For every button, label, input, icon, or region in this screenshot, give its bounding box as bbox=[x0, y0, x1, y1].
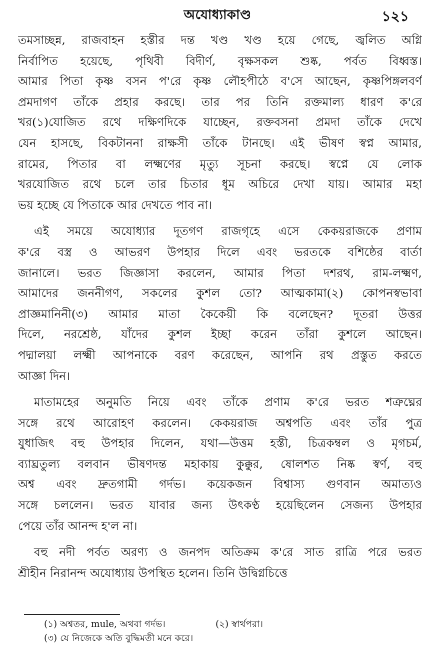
footnote-row-2 bbox=[44, 632, 424, 646]
text-line: প্রাজ্ঞমানিনী(৩) আমার মাতা কৈকেয়ী কি বলেছেন? দূতরা উত্তর bbox=[18, 306, 422, 321]
page-number: ১২১ bbox=[381, 9, 409, 25]
paragraph bbox=[18, 221, 422, 386]
footnote-rule bbox=[24, 614, 120, 615]
text-line: ক'রে বস্ত্র ও আভরণ উপহার দিলে এবং ভরতকে বশিষ্ঠের বার্তা bbox=[18, 244, 422, 259]
text-line: দিলে, নরশ্রেষ্ঠ, যাঁদের কুশল ইচ্ছা করেন তাঁরা কুশলে আছেন। bbox=[18, 327, 422, 342]
text-line: আমাদের জননীগণ, সকলের কুশল তো? আত্মকামা(২) কোপনস্বভাবা bbox=[18, 286, 422, 301]
page-header bbox=[0, 0, 435, 30]
text-line: অশ্ব এবং দ্রুতগামী গর্দভ। কয়েকজন বিশ্বাস্য গুণবান অমাত্যও bbox=[18, 477, 422, 492]
text-line: প্রমদাগণ তাঁকে প্রহার করছে। তার পর তিনি রক্তমাল্য ধারণ ক'রে bbox=[18, 94, 422, 109]
paragraph bbox=[18, 542, 422, 583]
text-line: আমার পিতা কৃষ্ণ বসন প'রে কৃষ্ণ লৌহপীঠে ব'সে আছেন, কৃষ্ণপিঙ্গলবর্ণ bbox=[18, 74, 422, 89]
text-line: ব্যাঘ্রতুল্য বলবান ভীষণদন্ত মহাকায় কুক্কুর, ষোলশত নিষ্ক স্বর্ণ, বহু bbox=[18, 456, 422, 471]
footnote-2: (২) স্বার্থপরা। bbox=[215, 619, 263, 630]
text-line: সঙ্গে চললেন। ভরত যাবার জন্য উৎকণ্ঠ হয়েছিলেন সেজন্য উপহার bbox=[18, 498, 422, 513]
text-line: বহু নদী পর্বত অরণ্য ও জনপদ অতিক্রম ক'রে সাত রাত্রি পরে ভরত bbox=[34, 545, 422, 560]
text-line: রামের, পিতার বা লক্ষ্মণের মৃত্যু সূচনা করছে। স্বপ্নে যে লোক bbox=[18, 156, 422, 171]
footnote-1: (১) অশ্বতর, mule, অথবা গর্দভ। bbox=[44, 619, 166, 630]
text-line: নির্বাপিত হয়েছে, পৃথিবী বিদীর্ণ, বৃক্ষসকল শুষ্ক, পর্বত বিধ্বস্ত। bbox=[18, 53, 422, 68]
text-line: শ্রীহীন নিরানন্দ অযোধ্যায় উপস্থিত হলেন। তিনি উদ্বিগ্নচিত্তে bbox=[18, 565, 288, 580]
text-line: মাতামহের অনুমতি নিয়ে এবং তাঁকে প্রণাম ক'রে ভরত শত্রুঘ্নের bbox=[34, 395, 422, 410]
body-text bbox=[18, 30, 422, 583]
text-line: ভয় হচ্ছে যে পিতাকে আর দেখতে পাব না। bbox=[18, 197, 213, 212]
text-line: যুধাজিৎ বহু উপহার দিলেন, যথা—উত্তম হস্তী, চিত্রকম্বল ও মৃগচর্ম, bbox=[18, 436, 422, 451]
paragraph bbox=[18, 30, 422, 215]
text-line: পেয়ে তাঁর আনন্দ হ'ল না। bbox=[18, 518, 138, 533]
text-line: আজ্ঞা দিন। bbox=[18, 368, 71, 383]
text-line: পদ্মালয়া লক্ষ্মী আপনাকে বরণ করেছেন, আপনি রথ প্রস্তুত করতে bbox=[18, 347, 422, 362]
text-line: যেন হাসছে, বিকটাননা রাক্ষসী তাঁকে টানছে। এই ভীষণ স্বপ্ন আমার, bbox=[18, 135, 422, 150]
text-line: এই সময়ে অযোধ্যার দূতগণ রাজগৃহে এসে কেকয়রাজকে প্রণাম bbox=[34, 224, 422, 239]
footnote-3: (৩) যে নিজেকে অতি বুদ্ধিমতী মনে করে। bbox=[44, 633, 194, 644]
text-line: জানালে। ভরত জিজ্ঞাসা করলেন, আমার পিতা দশরথ, রাম-লক্ষ্মণ, bbox=[18, 265, 422, 280]
paragraph bbox=[18, 392, 422, 536]
footnotes bbox=[44, 618, 424, 646]
text-line: খর(১)যোজিত রথে দক্ষিণদিকে যাচ্ছেন, রক্তবসনা প্রমদা তাঁকে দেখে bbox=[18, 115, 422, 130]
text-line: খরযোজিত রথে চলে তার চিতার ধূম অচিরে দেখা যায়। আমার মহা bbox=[18, 177, 422, 192]
running-title: অযোধ্যাকাণ্ড bbox=[183, 8, 252, 23]
footnote-row-1 bbox=[44, 618, 424, 632]
text-line: সঙ্গে রথে আরোহণ করলেন। কেকয়রাজ অশ্বপতি এবং তাঁর পুত্র bbox=[18, 415, 422, 430]
text-line: তমসাচ্ছন্ন, রাজবাহন হস্তীর দন্ত খণ্ড খণ্ড হয়ে গেছে, জ্বলিত অগ্নি bbox=[18, 33, 422, 47]
